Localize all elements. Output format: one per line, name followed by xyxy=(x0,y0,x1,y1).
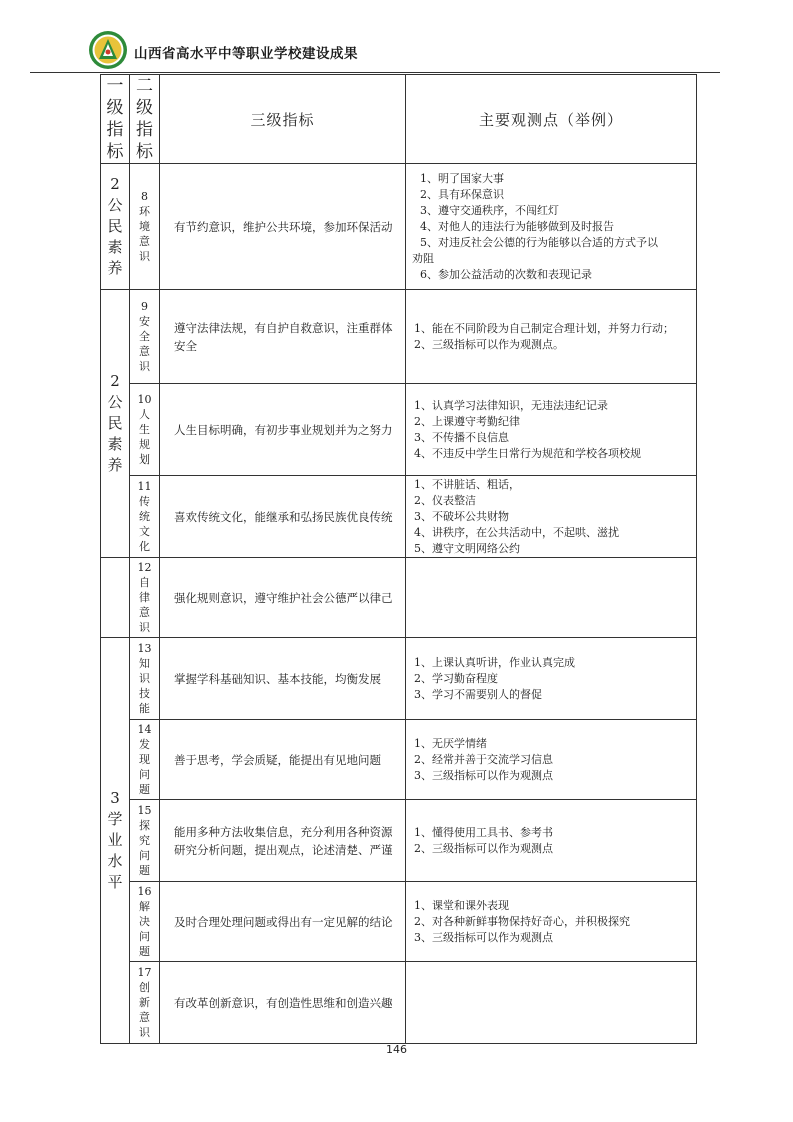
level2-cell: 15 探 究 问 题 xyxy=(130,800,160,882)
header-observation: 主要观测点（举例） xyxy=(406,75,697,164)
observation-item: 1、上课认真听讲，作业认真完成 xyxy=(414,655,575,669)
level1-cell: 3 学 业 水 平 xyxy=(101,638,130,1044)
observation-cell xyxy=(406,800,697,882)
school-logo-icon xyxy=(88,30,128,70)
observation-cell xyxy=(406,720,697,800)
level2-cell: 11 传 统 文 化 xyxy=(130,476,160,558)
table-row xyxy=(101,290,697,384)
level3-cell: 有节约意识，维护公共环境，参加环保活动 xyxy=(160,164,406,290)
level3-cell: 掌握学科基础知识、基本技能，均衡发展 xyxy=(160,638,406,720)
observation-cell xyxy=(406,164,697,290)
table-row xyxy=(101,800,697,882)
header-level2: 二 级 指 标 xyxy=(130,75,160,164)
observation-item: 2、经常并善于交流学习信息 xyxy=(414,752,553,766)
observation-item: 1、能在不同阶段为自己制定合理计划，并努力行动； xyxy=(414,321,674,335)
table-row xyxy=(101,476,697,558)
observation-item: 2、三级指标可以作为观测点。 xyxy=(414,337,564,351)
observation-item: 3、不破坏公共财物 xyxy=(414,509,509,523)
level2-cell: 8 环 境 意 识 xyxy=(130,164,160,290)
level1-cell: 2 公 民 素 养 xyxy=(101,290,130,558)
observation-item: 1、不讲脏话、粗话， xyxy=(414,477,520,491)
level2-cell: 17 创 新 意 识 xyxy=(130,962,160,1044)
table-row xyxy=(101,384,697,476)
evaluation-table-container xyxy=(100,74,696,1044)
observation-item: 劝阻 xyxy=(412,251,434,265)
table-row xyxy=(101,962,697,1044)
level2-cell: 16 解 决 问 题 xyxy=(130,882,160,962)
page-header xyxy=(88,30,718,74)
level3-cell: 有改革创新意识，有创造性思维和创造兴趣 xyxy=(160,962,406,1044)
observation-cell xyxy=(406,962,697,1044)
observation-item: 1、认真学习法律知识，无违法违纪记录 xyxy=(414,398,608,412)
level3-cell: 能用多种方法收集信息，充分利用各种资源研究分析问题，提出观点，论述清楚、严谨 xyxy=(160,800,406,882)
page-number: 146 xyxy=(386,1043,407,1056)
level2-cell: 14 发 现 问 题 xyxy=(130,720,160,800)
observation-cell xyxy=(406,384,697,476)
table-header-row xyxy=(101,75,697,164)
observation-item: 3、学习不需要别人的督促 xyxy=(414,687,542,701)
table-row xyxy=(101,164,697,290)
level2-cell: 12 自 律 意 识 xyxy=(130,558,160,638)
header-level3: 三级指标 xyxy=(160,75,406,164)
level3-cell: 善于思考，学会质疑，能提出有见地问题 xyxy=(160,720,406,800)
level3-cell: 人生目标明确，有初步事业规划并为之努力 xyxy=(160,384,406,476)
observation-item: 1、明了国家大事 xyxy=(420,171,504,185)
evaluation-index-table xyxy=(100,74,697,1044)
level3-cell: 遵守法律法规，有自护自救意识，注重群体安全 xyxy=(160,290,406,384)
level2-cell: 9 安 全 意 识 xyxy=(130,290,160,384)
observation-item: 2、对各种新鲜事物保持好奇心，并积极探究 xyxy=(414,914,630,928)
observation-item: 4、不违反中学生日常行为规范和学校各项校规 xyxy=(414,446,641,460)
observation-item: 3、三级指标可以作为观测点 xyxy=(414,768,553,782)
observation-item: 3、遵守交通秩序，不闯红灯 xyxy=(420,203,559,217)
level1-cell: 2 公 民 素 养 xyxy=(101,164,130,290)
observation-item: 1、无厌学情绪 xyxy=(414,736,487,750)
level3-cell: 及时合理处理问题或得出有一定见解的结论 xyxy=(160,882,406,962)
table-row xyxy=(101,558,697,638)
observation-item: 2、上课遵守考勤纪律 xyxy=(414,414,520,428)
observation-item: 1、懂得使用工具书、参考书 xyxy=(414,825,553,839)
observation-cell xyxy=(406,476,697,558)
table-row xyxy=(101,638,697,720)
observation-item: 2、三级指标可以作为观测点 xyxy=(414,841,553,855)
observation-item: 4、对他人的违法行为能够做到及时报告 xyxy=(420,219,614,233)
header-title: 山西省高水平中等职业学校建设成果 xyxy=(134,46,358,62)
observation-item: 3、不传播不良信息 xyxy=(414,430,509,444)
observation-item: 1、课堂和课外表现 xyxy=(414,898,509,912)
observation-item: 6、参加公益活动的次数和表现记录 xyxy=(420,267,592,281)
level2-cell: 13 知 识 技 能 xyxy=(130,638,160,720)
header-divider xyxy=(30,72,720,73)
table-row xyxy=(101,882,697,962)
observation-item: 3、三级指标可以作为观测点 xyxy=(414,930,553,944)
observation-item: 2、学习勤奋程度 xyxy=(414,671,498,685)
level3-cell: 强化规则意识，遵守维护社会公德严以律己 xyxy=(160,558,406,638)
observation-item: 5、对违反社会公德的行为能够以合适的方式予以 xyxy=(420,235,658,249)
level3-cell: 喜欢传统文化，能继承和弘扬民族优良传统 xyxy=(160,476,406,558)
observation-item: 2、具有环保意识 xyxy=(420,187,504,201)
observation-item: 5、遵守文明网络公约 xyxy=(414,541,520,555)
observation-cell xyxy=(406,638,697,720)
level1-cell xyxy=(101,558,130,638)
table-row xyxy=(101,720,697,800)
observation-cell xyxy=(406,882,697,962)
observation-item: 4、讲秩序，在公共活动中，不起哄、滋扰 xyxy=(414,525,619,539)
header-level1: 一 级 指 标 xyxy=(101,75,130,164)
level2-cell: 10 人 生 规 划 xyxy=(130,384,160,476)
observation-item: 2、仪表整洁 xyxy=(414,493,476,507)
observation-cell xyxy=(406,558,697,638)
observation-cell xyxy=(406,290,697,384)
